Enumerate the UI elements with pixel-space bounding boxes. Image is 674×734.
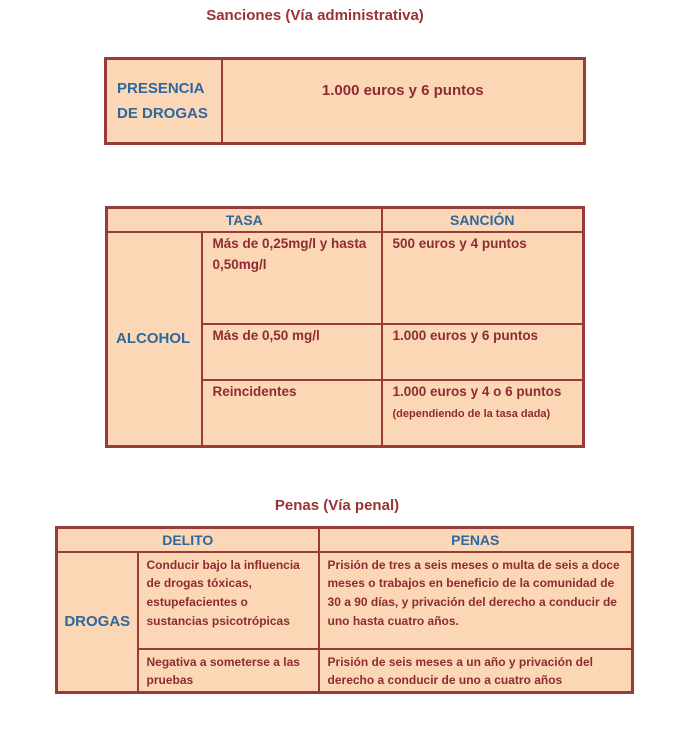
penas-cell: Prisión de tres a seis meses o multa de seis a doce meses o trabajos en beneficio de la comunidad de 30 a 90 días, y privación del derecho a conducir de uno hasta cuatro años. [319, 552, 633, 649]
alcohol-table [105, 206, 585, 448]
admin-section-title: Sanciones (Vía administrativa) [206, 7, 424, 24]
delito-cell: Negativa a someterse a las pruebas [138, 649, 319, 693]
table-row [106, 59, 585, 144]
presence-table [104, 57, 586, 145]
presence-sanction-cell: 1.000 euros y 6 puntos [222, 59, 585, 144]
sancion-cell: 1.000 euros y 6 puntos [382, 324, 584, 380]
penal-table [55, 526, 634, 694]
tasa-cell: Más de 0,50 mg/l [202, 324, 382, 380]
penal-section-title: Penas (Vía penal) [274, 497, 400, 514]
delito-column-header: DELITO [57, 528, 319, 552]
penas-cell: Prisión de seis meses a un año y privación del derecho a conducir de uno a cuatro años [319, 649, 633, 693]
table-row [57, 552, 633, 649]
tasa-cell: Más de 0,25mg/l y hasta 0,50mg/l [202, 232, 382, 324]
sancion-column-header: SANCIÓN [382, 208, 584, 232]
tasa-column-header: TASA [107, 208, 382, 232]
sancion-main-text: 1.000 euros y 4 o 6 puntos [392, 383, 562, 399]
table-header-row [57, 528, 633, 552]
sancion-cell: 500 euros y 4 puntos [382, 232, 584, 324]
drogas-row-header: DROGAS [57, 552, 138, 693]
presence-row-header: PRESENCIA DE DROGAS [106, 59, 222, 144]
table-row [107, 232, 584, 324]
sancion-note-text: (dependiendo de la tasa dada) [392, 408, 551, 421]
penas-column-header: PENAS [319, 528, 633, 552]
sancion-cell [382, 380, 584, 447]
alcohol-row-header: ALCOHOL [107, 232, 202, 447]
delito-cell: Conducir bajo la influencia de drogas tóxicas, estupefacientes o sustancias psicotrópicas [138, 552, 319, 649]
tasa-cell: Reincidentes [202, 380, 382, 447]
table-row [57, 649, 633, 693]
table-header-row [107, 208, 584, 232]
